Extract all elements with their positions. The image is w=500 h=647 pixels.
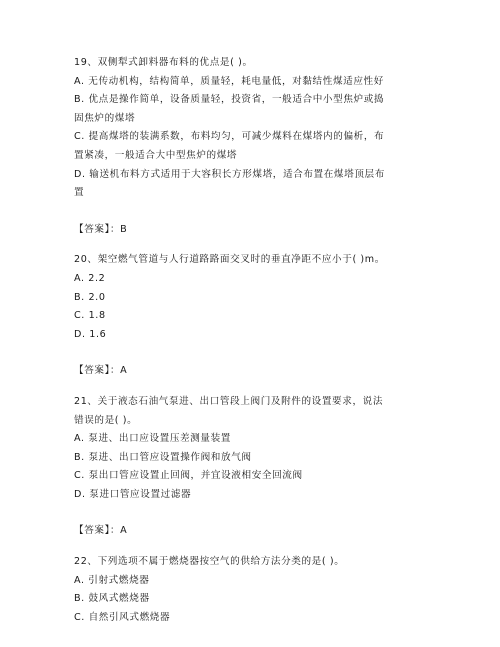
question-title: 20、架空燃气管道与人行道路路面交叉时的垂直净距不应小于( )m。 — [74, 254, 385, 266]
option-a: A. 2.2 — [74, 272, 106, 284]
option-a: A. 无传动机构，结构简单，质量轻，耗电量低，对黏结性煤适应性好 — [74, 75, 384, 87]
option-a: A. 泵进、出口应设置压差测量装置 — [74, 433, 232, 445]
option-b: B. 鼓风式燃烧器 — [74, 593, 150, 605]
option-c: C. 提高煤塔的装满系数，布料均匀，可减少煤料在煤塔内的偏析，布 — [74, 131, 385, 143]
question-22 — [74, 553, 428, 627]
option-d: D. 1.6 — [74, 328, 107, 340]
question-title-cont: 错误的是( )。 — [74, 414, 138, 426]
option-c: C. 自然引风式燃烧器 — [74, 611, 171, 623]
option-d: D. 泵进口管应设置过滤器 — [74, 488, 192, 500]
answer-label: 【答案】：A — [74, 365, 128, 377]
question-20 — [74, 251, 428, 393]
question-title: 22、下列选项不属于燃烧器按空气的供给方法分类的是( )。 — [74, 556, 345, 568]
option-c: C. 1.8 — [74, 310, 106, 322]
option-a: A. 引射式燃烧器 — [74, 574, 150, 586]
answer-label: 【答案】：A — [74, 525, 128, 537]
option-c: C. 泵出口管应设置止回阀，并宜设液相安全回流阀 — [74, 470, 303, 482]
answer-label: 【答案】：B — [74, 223, 128, 235]
option-b-cont: 固焦炉的煤塔 — [74, 112, 136, 124]
option-d: D. 输送机布料方式适用于大容积长方形煤塔，适合布置在煤塔顶层布 — [74, 168, 385, 180]
option-b: B. 泵进、出口管应设置操作阀和放气阀 — [74, 451, 252, 463]
question-title: 21、关于液态石油气泵进、出口管段上阀门及附件的设置要求，说法 — [74, 395, 384, 407]
option-b: B. 优点是操作简单，设备质量轻，投资省，一般适合中小型焦炉或捣 — [74, 94, 385, 106]
document-page — [74, 54, 428, 627]
option-b: B. 2.0 — [74, 291, 106, 303]
question-21 — [74, 393, 428, 553]
question-19 — [74, 54, 428, 251]
option-d-cont: 置 — [74, 187, 85, 199]
question-title: 19、双侧犁式卸料器布料的优点是( )。 — [74, 57, 253, 68]
option-c-cont: 置紧凑，一般适合大中型焦炉的煤塔 — [74, 149, 238, 161]
